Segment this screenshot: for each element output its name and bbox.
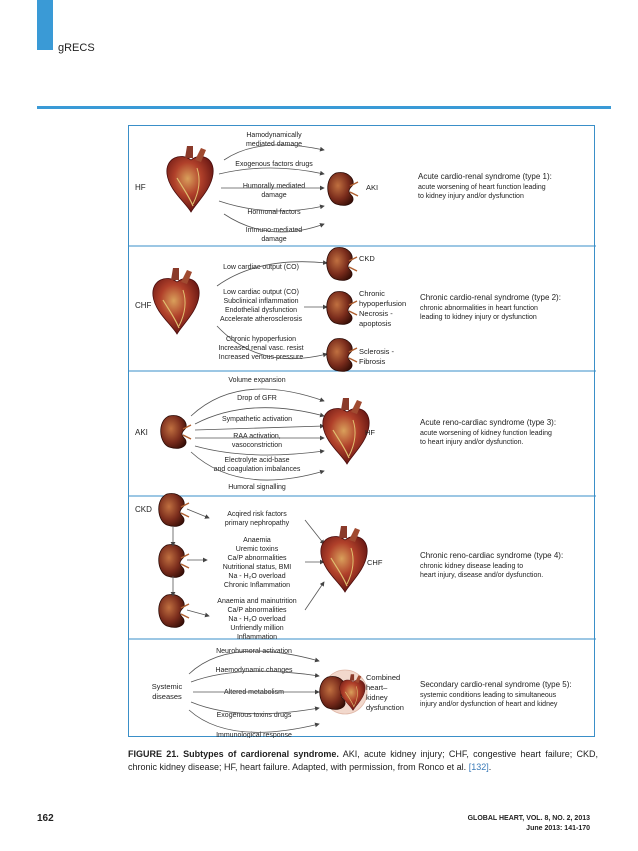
panel4-mech: Acqired risk factors <box>227 511 287 518</box>
kidney-icon <box>159 494 189 527</box>
panel4-target: CHF <box>367 558 383 567</box>
syndrome-title-type-3: Acute reno-cardiac syndrome (type 3): <box>420 418 557 427</box>
panel1-mech: Hamodynamically <box>246 132 302 139</box>
panel4-mech: Na - H₂O overload <box>228 573 286 580</box>
panel2-target: Fibrosis <box>359 357 386 366</box>
caption-ref: [132] <box>468 762 489 772</box>
panel5-mech: Altered metabolism <box>224 689 284 696</box>
panel2-target: CKD <box>359 254 375 263</box>
panel5-left-label: diseases <box>152 692 182 701</box>
panel2-mech: Subclinical inflammation <box>223 298 299 305</box>
panel4-left-label: CKD <box>135 505 152 514</box>
panel5-mech: Haemodynamic changes <box>215 667 293 674</box>
panel4-mech: Na - H₂O overload <box>228 616 286 623</box>
panel1-mech: damage <box>261 236 287 243</box>
panel2-mech: Endothelial dysfunction <box>225 307 297 314</box>
panel4-mech: Unfriendly million <box>230 625 284 632</box>
panel1-mech: Humorally mediated <box>242 183 306 190</box>
panel5-mech: Exogenous toxins drugs <box>216 712 292 719</box>
heart-icon <box>321 526 367 592</box>
syndrome-desc: acute worsening of heart function leading <box>418 184 546 191</box>
kidney-icon <box>159 545 189 578</box>
accent-tab <box>37 0 53 50</box>
panel3-mech: Sympathetic activation <box>221 416 293 423</box>
panel2-mech: Low cardiac output (CO) <box>223 289 299 296</box>
panel5-left-label: Systemic <box>151 682 183 691</box>
panel4-mech: primary nephropathy <box>224 520 290 527</box>
caption-text: AKI, acute kidney injury; CHF, congestive heart failure; CKD, chronic kidney disease; HF, heart failure. Adapted, with permission, from Ronco et al. <box>128 749 598 772</box>
syndrome-title-type-1: Acute cardio-renal syndrome (type 1): <box>418 172 552 181</box>
page-number: 162 <box>37 813 54 824</box>
panel2-target: Sclerosis - <box>359 347 395 356</box>
panel5-mech: Neurohumoral activation <box>216 648 292 655</box>
heart-icon <box>153 268 199 334</box>
caption-bold: Subtypes of cardiorenal syndrome. <box>183 749 339 759</box>
syndrome-title-type-5: Secondary cardio-renal syndrome (type 5): <box>420 680 572 689</box>
syndrome-desc: injury and/or dysfunction of heart and kidney <box>420 701 558 708</box>
kidney-icon <box>327 248 357 281</box>
panel2-mech: Increased venous pressure <box>218 354 304 361</box>
heart-icon <box>323 398 369 464</box>
panel4-mech: Chronic Inflammation <box>223 582 291 589</box>
panel3-left-label: AKI <box>135 428 148 437</box>
panel5-target: Combined <box>366 673 401 682</box>
panel5-mech: Immunological response <box>216 732 292 738</box>
section-title: gRECS <box>58 42 95 54</box>
panel-type-2 <box>135 248 561 372</box>
panel2-mech: Low cardiac output (CO) <box>223 264 299 271</box>
syndrome-desc: leading to kidney injury or dysfunction <box>420 314 537 321</box>
kidney-icon <box>161 416 191 449</box>
syndrome-desc: chronic kidney disease leading to <box>420 563 524 570</box>
kidney-icon <box>327 292 357 325</box>
panel2-target: hypoperfusion <box>359 299 407 308</box>
panel4-mech: Anaemia <box>243 537 271 544</box>
syndrome-desc: chronic abnormalities in heart function <box>420 305 538 312</box>
panel2-target: Necrosis - <box>359 309 393 318</box>
panel3-mech: Volume expansion <box>228 377 286 384</box>
panel2-left-label: CHF <box>135 301 152 310</box>
panel2-target: apoptosis <box>359 319 392 328</box>
panel2-mech: Increased renal vasc. resist <box>218 345 304 352</box>
kidney-icon <box>159 595 189 628</box>
caption-end: . <box>488 762 492 772</box>
figure-frame <box>128 125 595 737</box>
panel4-mech: Ca/P abnormalities <box>227 607 287 614</box>
figure-diagram <box>129 126 596 738</box>
syndrome-desc: to heart injury and/or dysfunction. <box>420 439 524 446</box>
panel4-mech: Nutritional status, BMI <box>222 564 292 571</box>
syndrome-title-type-4: Chronic reno-cardiac syndrome (type 4): <box>420 551 564 560</box>
syndrome-desc: systemic conditions leading to simultaneous <box>420 692 557 699</box>
panel2-mech: Accelerate atherosclerosis <box>219 316 303 323</box>
panel-type-1 <box>135 132 552 243</box>
panel1-mech: mediated damage <box>245 141 303 148</box>
syndrome-desc: heart injury, disease and/or dysfunction. <box>420 572 544 579</box>
panel4-mech: Anaemia and mainutrition <box>217 598 297 605</box>
panel4-mech: Uremic toxins <box>235 546 279 553</box>
panel2-target: Chronic <box>359 289 385 298</box>
panel1-left-label: HF <box>135 183 146 192</box>
figure-caption <box>128 748 598 774</box>
panel1-mech: Exogenous factors drugs <box>235 161 313 168</box>
panel1-mech: Hormonal factors <box>247 209 301 216</box>
panel3-mech: and coagulation imbalances <box>213 466 301 473</box>
kidney-icon <box>327 339 357 372</box>
panel-type-5 <box>152 648 572 738</box>
panel3-mech: Humoral signalling <box>228 484 286 491</box>
journal-date: June 2013: 141-170 <box>526 825 590 832</box>
panel5-target: heart– <box>366 683 388 692</box>
panel5-target: kidney <box>366 693 388 702</box>
panel5-target: dysfunction <box>366 703 404 712</box>
syndrome-desc: to kidney injury and/or dysfunction <box>418 193 524 200</box>
panel3-mech: Drop of GFR <box>237 395 277 402</box>
journal-info: GLOBAL HEART, VOL. 8, NO. 2, 2013 <box>467 815 590 822</box>
syndrome-title-type-2: Chronic cardio-renal syndrome (type 2): <box>420 293 561 302</box>
panel2-mech: Chronic hypoperfusion <box>225 336 297 343</box>
kidney-icon <box>328 173 358 206</box>
panel4-mech: Ca/P abnormalities <box>227 555 287 562</box>
panel3-mech: vasoconstriction <box>231 442 283 449</box>
panel1-mech: damage <box>261 192 287 199</box>
caption-label: FIGURE 21. <box>128 749 179 759</box>
syndrome-desc: acute worsening of kidney function leading <box>420 430 552 437</box>
panel-type-4 <box>135 494 563 641</box>
panel1-mech: Immuno-mediated <box>245 227 303 234</box>
heart-icon <box>167 146 213 212</box>
panel3-target: HF <box>365 428 375 437</box>
header-rule <box>37 106 611 109</box>
panel-type-3 <box>135 377 556 491</box>
panel4-mech: Inflammation <box>236 634 278 641</box>
panel3-mech: RAA activation, <box>233 433 281 440</box>
panel3-mech: Electrolyte acid-base <box>224 457 290 464</box>
panel1-target: AKI <box>366 183 379 192</box>
